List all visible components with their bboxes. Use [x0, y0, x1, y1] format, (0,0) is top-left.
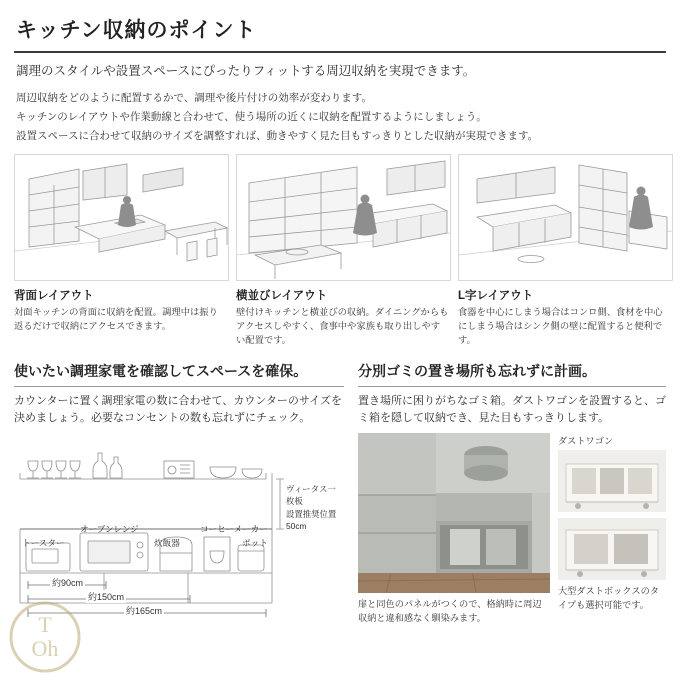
waste-main-caption: 扉と同色のパネルがつくので、格納時に周辺収納と違和感なく馴染みます。 [358, 599, 542, 624]
waste-text: 置き場所に困りがちなゴミ箱。ダストワゴンを設置すると、ゴミ箱を隠して収納でき、見た目もすっきりします。 [358, 395, 666, 425]
card-text-back: 対面キッチンの背面に収納を配置。調理中は振り返るだけで収納にアクセスできます。 [14, 306, 218, 331]
watermark-svg [8, 600, 82, 674]
waste-side-label: ダストワゴン [558, 436, 614, 447]
waste-main-photo-block [358, 433, 550, 626]
layout-card-l-shape [458, 154, 671, 347]
waste-side-photo-2 [558, 518, 666, 580]
label-oven-range: オーブンレンジ [80, 524, 139, 535]
side-layout-svg [237, 155, 450, 280]
waste-side-photo-1 [558, 450, 666, 512]
illustration-side-layout [236, 154, 451, 281]
appliance-text: カウンターに置く調理家電の数に合わせて、カウンターのサイズを決めましょう。必要なコンセントの数も忘れずにチェック。 [14, 395, 343, 425]
card-title-side: 横並びレイアウト [236, 289, 328, 302]
waste-side-block [558, 433, 666, 626]
appliance-section [14, 361, 344, 626]
lead-paragraph: 調理のスタイルや設置スペースにぴったりフィットする周辺収納を実現できます。 [16, 64, 476, 78]
back-layout-svg [15, 155, 228, 280]
waste-side-photo-2-svg [558, 518, 666, 580]
card-text-side: 壁付けキッチンと横並びの収納。ダイニングからもアクセスしやすく、食事中や家族も取り出しやすい配置です。 [236, 306, 449, 345]
dimension-150: 約150cm [88, 592, 125, 603]
label-pot: ポット [242, 538, 268, 549]
label-vitas-num: 50cm [286, 520, 307, 531]
sub-line-1: 周辺収納をどのように配置するかで、調理や後片付けの効率が変わります。 [16, 91, 372, 104]
svg-text:T: T [38, 612, 52, 637]
label-coffee-maker: コーヒーメーカー [200, 524, 268, 535]
layout-card-side-by-side [236, 154, 449, 347]
dimension-90: 約90cm [52, 578, 84, 589]
label-vitas: ヴィータス一枚板 [286, 484, 336, 507]
card-title-l: L字レイアウト [458, 289, 534, 302]
card-text-l: 食器を中心にしまう場合はコンロ側、食材を中心にしまう場合はシンク側の壁に配置すると便利です。 [458, 306, 663, 345]
watermark-logo [8, 600, 82, 674]
sub-line-3: 設置スペースに合わせて収納のサイズを調整すれば、動きやすく見た目もすっきりとした収納が実現できます。 [16, 129, 539, 142]
appliance-illustration [14, 433, 344, 618]
illustration-back-layout [14, 154, 229, 281]
appliance-heading: 使いたい調理家電を確認してスペースを確保。 [14, 361, 344, 387]
waste-side-photo-1-svg [558, 450, 666, 512]
layout-cards [14, 154, 666, 347]
card-title-back: 背面レイアウト [14, 289, 94, 302]
mid-section [14, 361, 666, 626]
dimension-165: 約165cm [126, 606, 163, 617]
label-vitas-sub: 設置推奨位置 [286, 508, 337, 519]
waste-side-caption: 大型ダストボックスのタイプも選択可能です。 [558, 586, 659, 611]
waste-main-photo [358, 433, 550, 593]
waste-section [358, 361, 666, 626]
label-rice-cooker: 炊飯器 [154, 538, 180, 549]
waste-heading: 分別ゴミの置き場所も忘れずに計画。 [358, 361, 666, 387]
l-layout-svg [459, 155, 672, 280]
illustration-l-layout [458, 154, 673, 281]
page-title: キッチン収納のポイント [14, 14, 666, 53]
layout-card-back [14, 154, 227, 347]
label-toaster: トースター [22, 538, 65, 549]
svg-text:Oh: Oh [31, 636, 59, 661]
waste-main-photo-svg [358, 433, 550, 593]
sub-line-2: キッチンのレイアウトや作業動線と合わせて、使う場所の近くに収納を配置するようにしましょう。 [16, 110, 487, 123]
waste-photos [358, 433, 666, 626]
